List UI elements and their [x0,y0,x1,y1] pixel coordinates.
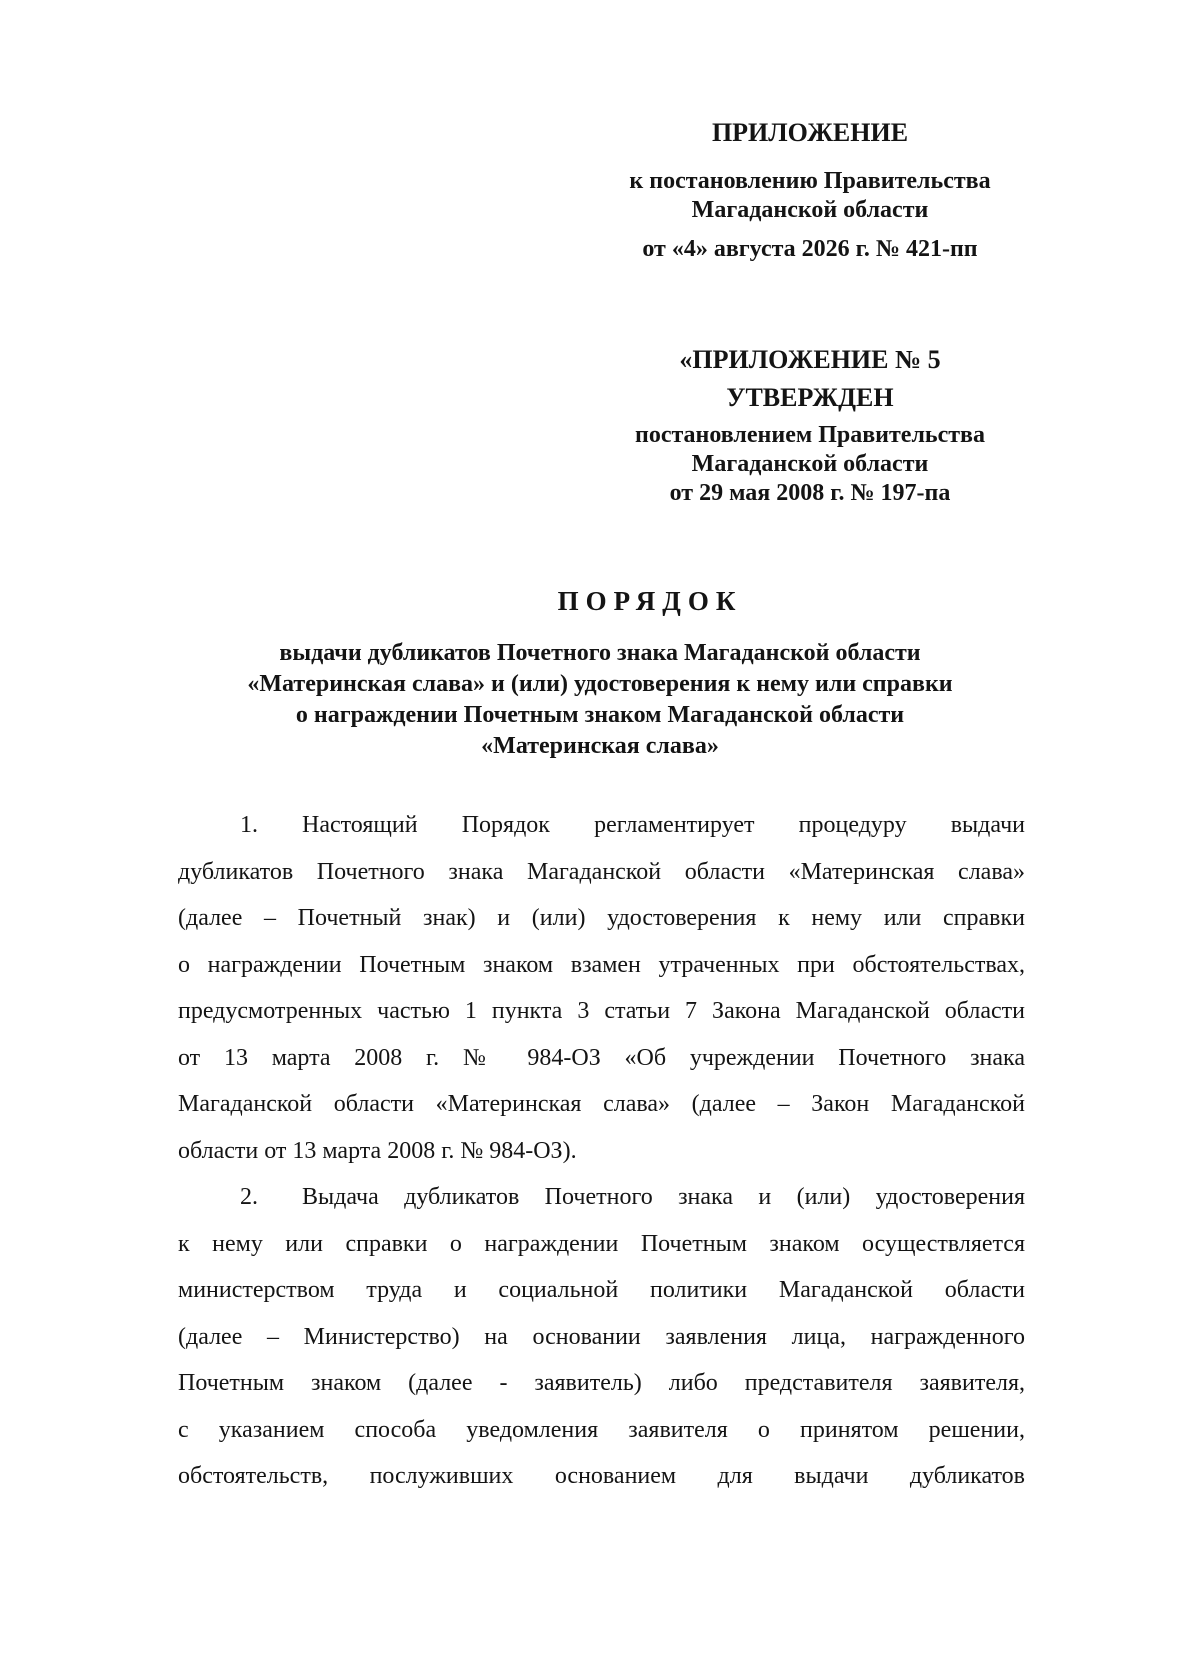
paragraph-number: 2. [240,1184,258,1210]
paragraph-line: к нему или справки о награждении Почетным знаком осуществляется [178,1230,1025,1257]
appendix-header [560,118,1060,264]
paragraph-line: предусмотренных частью 1 пункта 3 статьи 7 Закона Магаданской области [178,998,1025,1024]
approval-title: УТВЕРЖДЕН [726,383,894,412]
approval-line: постановлением Правительства [634,422,985,448]
paragraph-line: 1. Настоящий Порядок регламентирует процедуру выдачи [178,802,1025,849]
paragraph-line: области от 13 марта 2008 г. № 984-ОЗ). [178,1137,577,1164]
approval-line: Магаданской области [691,451,929,477]
approval-date: от 29 мая 2008 г. № 197-па [669,480,951,506]
appendix-title: ПРИЛОЖЕНИЕ [711,118,909,147]
appendix-line: Магаданской области [691,197,929,223]
subtitle-line: «Материнская слава» и (или) удостоверения к нему или справки [247,671,953,697]
paragraph-line: обстоятельств, послуживших основанием для выдачи дубликатов [178,1463,1025,1489]
appendix-line: к постановлению Правительства [629,168,991,194]
paragraph-1 [178,802,1025,1174]
document-title: ПОРЯДОК [557,586,743,616]
subtitle-line: о награждении Почетным знаком Магаданской области [295,702,905,728]
approval-appendix-title: «ПРИЛОЖЕНИЕ № 5 [679,345,941,374]
paragraph-line: министерством труда и социальной политики Магаданской области [178,1277,1025,1303]
paragraph-line: дубликатов Почетного знака Магаданской области «Материнская слава» [178,858,1025,885]
paragraph-line: Магаданской области «Материнская слава» (далее – Закон Магаданской [178,1091,1025,1117]
body-text [178,802,1025,1500]
subtitle-line: «Материнская слава» [481,733,719,759]
paragraph-number: 1. [240,812,258,838]
paragraph-line: Почетным знаком (далее - заявитель) либо представителя заявителя, [178,1370,1025,1396]
appendix-date: от «4» августа 2026 г. № 421-пп [642,236,978,262]
paragraph-line: (далее – Почетный знак) и (или) удостоверения к нему или справки [178,905,1025,931]
paragraph-line: 2. Выдача дубликатов Почетного знака и (или) удостоверения [178,1174,1025,1221]
subtitle-line: выдачи дубликатов Почетного знака Магаданской области [279,640,921,666]
approval-header [560,345,1060,508]
paragraph-line: с указанием способа уведомления заявителя о принятом решении, [178,1416,1025,1443]
paragraph-line: (далее – Министерство) на основании заявления лица, награжденного [178,1323,1025,1350]
document-subtitle [175,638,1025,762]
paragraph-line: от 13 марта 2008 г. № 984-ОЗ «Об учреждении Почетного знака [178,1044,1025,1071]
paragraph-2 [178,1174,1025,1500]
paragraph-line: о награждении Почетным знаком взамен утраченных при обстоятельствах, [178,951,1025,978]
